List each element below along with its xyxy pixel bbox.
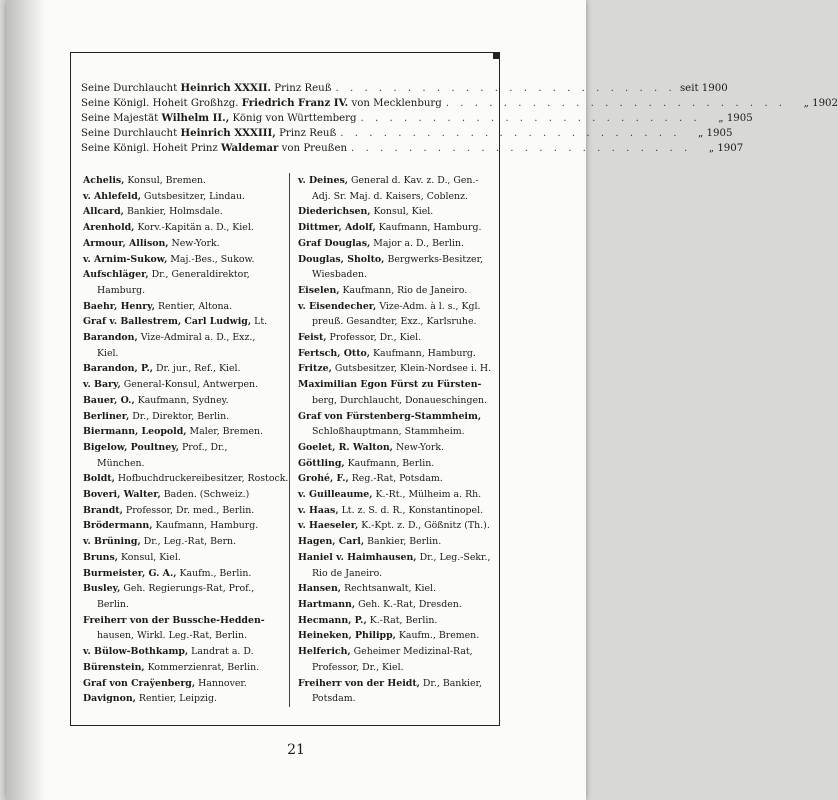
leader-dots: . . . . . . . . . . . . . . . . . . . . . . . .	[360, 113, 701, 124]
member-entry	[298, 644, 491, 660]
member-details: Hofbuchdruckereibesitzer, Rostock.	[117, 473, 289, 485]
royal-year: „ 1907	[708, 143, 744, 154]
member-entry	[83, 644, 283, 660]
book-page	[6, 0, 838, 800]
member-name: v. Haas,	[298, 504, 339, 516]
member-entry	[83, 330, 283, 346]
royal-suffix: Prinz Reuß	[274, 83, 332, 94]
member-details: Konsul, Kiel.	[373, 206, 434, 218]
member-details: Kaufm., Bremen.	[398, 630, 480, 642]
member-details: Hannover.	[198, 677, 247, 689]
frame-corner-mark	[493, 53, 499, 59]
member-name: Fritze,	[298, 363, 332, 375]
member-name: v. Arnim-Sukow,	[83, 253, 168, 265]
member-entry	[83, 252, 283, 268]
member-details: Korv.-Kapitän a. D., Kiel.	[137, 222, 254, 234]
royal-row	[81, 141, 744, 156]
member-details: Professor, Dr., Kiel.	[329, 332, 422, 344]
member-entry	[298, 409, 491, 425]
member-details: Maler, Bremen.	[189, 426, 264, 438]
member-details: Rentier, Altona.	[157, 300, 233, 312]
page-number: 21	[287, 742, 305, 758]
member-name: Fertsch, Otto,	[298, 347, 371, 359]
royal-row	[81, 126, 733, 141]
member-entry	[83, 613, 283, 629]
member-entry	[298, 581, 491, 597]
member-entry	[83, 518, 283, 534]
royal-row	[81, 111, 753, 126]
royal-suffix: von Mecklenburg	[351, 98, 442, 109]
member-details: Kommerzienrat, Berlin.	[147, 661, 260, 673]
member-details: Dr., Generaldirektor,	[151, 269, 250, 281]
member-details: Kaufmann, Sydney.	[137, 394, 229, 406]
member-details-continued: Rio de Janeiro.	[312, 567, 383, 579]
leader-dots: . . . . . . . . . . . . . . . . . . . . . . . .	[351, 143, 692, 154]
member-entry	[298, 283, 491, 299]
leader-dots: . . . . . . . . . . . . . . . . . . . . . . . .	[335, 83, 676, 94]
member-name: Bruns,	[83, 551, 119, 563]
member-details: Geheimer Medizinal-Rat,	[353, 646, 473, 658]
member-entry	[298, 487, 491, 503]
member-name: Graf von Craÿenberg,	[83, 677, 196, 689]
member-details: Reg.-Rat, Potsdam.	[351, 473, 443, 485]
member-details: Konsul, Bremen.	[127, 175, 207, 186]
member-name: Boveri, Walter,	[83, 489, 161, 501]
member-details: Kaufmann, Hamburg.	[155, 520, 259, 532]
member-name: Hagen, Carl,	[298, 536, 365, 548]
member-details-continued: berg, Durchlaucht, Donaueschingen.	[312, 394, 488, 406]
member-details: Dr. jur., Ref., Kiel.	[156, 363, 241, 375]
member-entry	[298, 676, 491, 692]
member-details-continued: preuß. Gesandter, Exz., Karlsruhe.	[312, 316, 477, 328]
royal-name: Friedrich Franz IV.	[241, 97, 349, 109]
royal-prefix: Seine Königl. Hoheit Großhzg.	[81, 98, 239, 109]
royal-prefix: Seine Durchlaucht	[81, 83, 178, 94]
member-entry	[298, 597, 491, 613]
member-entry	[298, 361, 491, 377]
member-name: Diederichsen,	[298, 206, 371, 218]
member-name: Freiherr von der Bussche-Hedden-	[83, 614, 265, 626]
member-details-continued: Professor, Dr., Kiel.	[312, 661, 404, 673]
member-name: Douglas, Sholto,	[298, 253, 385, 265]
member-name: Allcard,	[83, 206, 124, 218]
member-entry	[83, 299, 283, 315]
member-entry	[298, 471, 491, 487]
member-name: Boldt,	[83, 473, 115, 485]
royal-year: „ 1902	[803, 98, 838, 109]
book-spine-shadow	[6, 0, 46, 800]
member-details: Prof., Dr.,	[182, 441, 228, 453]
member-details: Lt. z. S. d. R., Konstantinopel.	[341, 504, 484, 516]
royal-text	[81, 141, 347, 156]
member-details: Gutsbesitzer, Klein-Nordsee i. H.	[334, 363, 492, 375]
member-name: Bürenstein,	[83, 661, 145, 673]
member-name: Bigelow, Poultney,	[83, 441, 180, 453]
member-details: Dr., Leg.-Rat, Bern.	[143, 536, 237, 548]
member-name: Graf von Fürstenberg-Stammheim,	[298, 410, 482, 422]
member-name: Hecmann, P.,	[298, 614, 367, 626]
royal-year: „ 1905	[718, 113, 753, 124]
member-entry	[298, 204, 491, 220]
member-name: v. Deines,	[298, 175, 349, 186]
member-details: Gutsbesitzer, Lindau.	[144, 190, 246, 202]
member-details-continued: hausen, Wirkl. Leg.-Rat, Berlin.	[97, 630, 248, 642]
member-details-continued: Potsdam.	[312, 693, 356, 705]
member-name: Maximilian Egon Fürst zu Fürsten-	[298, 379, 482, 391]
royal-text	[81, 81, 332, 96]
member-details: Kaufm., Berlin.	[179, 567, 252, 579]
left-member-column	[83, 173, 289, 707]
member-name: v. Guilleaume,	[298, 489, 373, 501]
member-details: General d. Kav. z. D., Gen.-	[351, 175, 479, 186]
royal-members-list	[81, 81, 838, 156]
member-details-continued: Schloßhauptmann, Stammheim.	[312, 426, 465, 438]
member-entry	[83, 204, 283, 220]
member-name: Feist,	[298, 332, 327, 344]
member-details: Kaufmann, Hamburg.	[378, 222, 482, 234]
member-details-continued: Berlin.	[97, 598, 129, 610]
member-name: Berliner,	[83, 410, 130, 422]
member-name: Baehr, Henry,	[83, 300, 155, 312]
member-entry	[83, 361, 283, 377]
member-details: Geh. K.-Rat, Dresden.	[358, 598, 462, 610]
member-details: Rechtsanwalt, Kiel.	[344, 583, 437, 595]
member-name: v. Brüning,	[83, 536, 141, 548]
member-details: K.-Kpt. z. D., Gößnitz (Th.).	[361, 520, 490, 532]
member-name: v. Eisendecher,	[298, 300, 377, 312]
member-name: Grohé, F.,	[298, 473, 349, 485]
member-name: Aufschläger,	[83, 269, 149, 281]
royal-text	[81, 96, 442, 111]
member-entry	[83, 220, 283, 236]
member-entry	[83, 550, 283, 566]
member-name: Davignon,	[83, 693, 136, 705]
member-details: Baden. (Schweiz.)	[163, 489, 250, 501]
member-entry	[298, 456, 491, 472]
member-name: Dittmer, Adolf,	[298, 222, 376, 234]
member-entry	[83, 409, 283, 425]
royal-name: Wilhelm II.,	[161, 112, 230, 124]
member-entry	[83, 660, 283, 676]
member-name: Barandon,	[83, 332, 138, 344]
member-details: General-Konsul, Antwerpen.	[123, 379, 259, 391]
member-details-continued: Kiel.	[97, 347, 119, 359]
member-entry	[83, 691, 283, 707]
member-entry	[298, 252, 491, 268]
member-name: Armour, Allison,	[83, 237, 169, 249]
member-details: K.-Rt., Mülheim a. Rh.	[375, 489, 482, 501]
royal-prefix: Seine Majestät	[81, 113, 159, 124]
member-name: Barandon, P.,	[83, 363, 154, 375]
member-entry	[83, 377, 283, 393]
member-entry	[298, 346, 491, 362]
member-name: Graf v. Ballestrem, Carl Ludwig,	[83, 316, 252, 328]
member-entry	[298, 550, 491, 566]
member-name: v. Bary,	[83, 379, 121, 391]
member-name: Arenhold,	[83, 222, 135, 234]
member-name: v. Haeseler,	[298, 520, 359, 532]
member-entry	[83, 487, 283, 503]
page-frame	[70, 52, 838, 726]
member-entry	[83, 236, 283, 252]
member-details: Geh. Regierungs-Rat, Prof.,	[123, 583, 255, 595]
royal-text	[81, 111, 357, 126]
member-entry	[83, 267, 283, 283]
member-entry	[83, 471, 289, 487]
member-entry	[298, 503, 491, 519]
royal-text	[81, 126, 336, 141]
member-name: Göttling,	[298, 457, 345, 469]
member-name: Bauer, O.,	[83, 394, 135, 406]
member-details: Maj.-Bes., Sukow.	[170, 253, 255, 265]
member-details: Kaufmann, Hamburg.	[373, 347, 476, 359]
member-name: Goelet, R. Walton,	[298, 441, 393, 453]
royal-suffix: König von Württemberg	[232, 113, 357, 124]
member-details: K.-Rat, Berlin.	[369, 614, 438, 626]
member-entry	[83, 189, 283, 205]
member-details: Vize-Adm. à l. s., Kgl.	[379, 300, 481, 312]
royal-prefix: Seine Durchlaucht	[81, 128, 178, 139]
member-details: Rentier, Leipzig.	[138, 693, 217, 705]
member-details-continued: München.	[97, 457, 145, 469]
member-columns	[83, 173, 492, 707]
member-name: Helferich,	[298, 646, 351, 658]
member-entry	[298, 534, 491, 550]
member-name: Hartmann,	[298, 598, 356, 610]
member-details: Landrat a. D.	[191, 646, 254, 658]
member-details: Vize-Admiral a. D., Exz.,	[140, 332, 256, 344]
royal-row	[81, 96, 838, 111]
member-details: Dr., Bankier,	[422, 677, 482, 689]
member-entry	[83, 440, 283, 456]
member-entry	[298, 518, 491, 534]
member-details: Kaufmann, Berlin.	[347, 457, 435, 469]
member-entry	[298, 299, 491, 315]
member-details-continued: Adj. Sr. Maj. d. Kaisers, Coblenz.	[312, 190, 469, 202]
right-member-column	[289, 173, 491, 707]
royal-suffix: von Preußen	[281, 143, 348, 154]
member-name: Graf Douglas,	[298, 237, 371, 249]
member-details: New-York.	[171, 237, 220, 249]
member-entry	[298, 236, 491, 252]
member-details: Bankier, Holmsdale.	[126, 206, 223, 218]
leader-dots: . . . . . . . . . . . . . . . . . . . . . . . .	[445, 98, 787, 109]
member-details: Konsul, Kiel.	[121, 551, 181, 563]
member-entry	[83, 566, 283, 582]
royal-name: Heinrich XXXIII,	[180, 127, 276, 139]
member-entry	[298, 330, 491, 346]
member-details: Dr., Leg.-Sekr.,	[419, 551, 491, 563]
royal-row	[81, 81, 728, 96]
member-entry	[83, 676, 283, 692]
royal-prefix: Seine Königl. Hoheit Prinz	[81, 143, 218, 154]
royal-year: „ 1905	[698, 128, 733, 139]
member-name: Haniel v. Haimhausen,	[298, 551, 417, 563]
member-details: Dr., Direktor, Berlin.	[132, 410, 230, 422]
member-details-continued: Hamburg.	[97, 284, 146, 296]
member-name: v. Ahlefeld,	[83, 190, 142, 202]
member-name: Brandt,	[83, 504, 123, 516]
royal-suffix: Prinz Reuß	[279, 128, 337, 139]
member-entry	[298, 220, 491, 236]
member-name: Busley,	[83, 583, 121, 595]
member-details: Bergwerks-Besitzer,	[387, 253, 484, 265]
royal-name: Heinrich XXXII.	[180, 82, 272, 94]
member-entry	[298, 377, 491, 393]
member-entry	[83, 173, 283, 189]
member-entry	[83, 534, 283, 550]
member-entry	[83, 581, 283, 597]
member-name: Hansen,	[298, 583, 342, 595]
royal-name: Waldemar	[221, 142, 279, 154]
member-details: Bankier, Berlin.	[367, 536, 442, 548]
member-entry	[298, 613, 491, 629]
member-entry	[83, 393, 283, 409]
member-entry	[298, 173, 491, 189]
member-entry	[83, 503, 283, 519]
member-name: Eiselen,	[298, 284, 340, 296]
member-entry	[298, 440, 491, 456]
member-details: Lt.	[254, 316, 268, 328]
member-details: New-York.	[395, 441, 445, 453]
royal-year: seit 1900	[679, 83, 728, 94]
member-name: Brödermann,	[83, 520, 153, 532]
member-details: Kaufmann, Rio de Janeiro.	[342, 284, 468, 296]
member-details: Major a. D., Berlin.	[373, 237, 465, 249]
member-entry	[83, 314, 283, 330]
member-details: Professor, Dr. med., Berlin.	[125, 504, 255, 516]
member-name: Heineken, Philipp,	[298, 630, 396, 642]
member-name: Achelis,	[83, 175, 125, 186]
member-name: Freiherr von der Heidt,	[298, 677, 420, 689]
member-details-continued: Wiesbaden.	[312, 269, 367, 281]
member-entry	[83, 424, 283, 440]
member-name: Burmeister, G. A.,	[83, 567, 177, 579]
leader-dots: . . . . . . . . . . . . . . . . . . . . . . . .	[340, 128, 681, 139]
member-entry	[298, 628, 491, 644]
member-name: Biermann, Leopold,	[83, 426, 187, 438]
member-name: v. Bülow-Bothkamp,	[83, 646, 189, 658]
